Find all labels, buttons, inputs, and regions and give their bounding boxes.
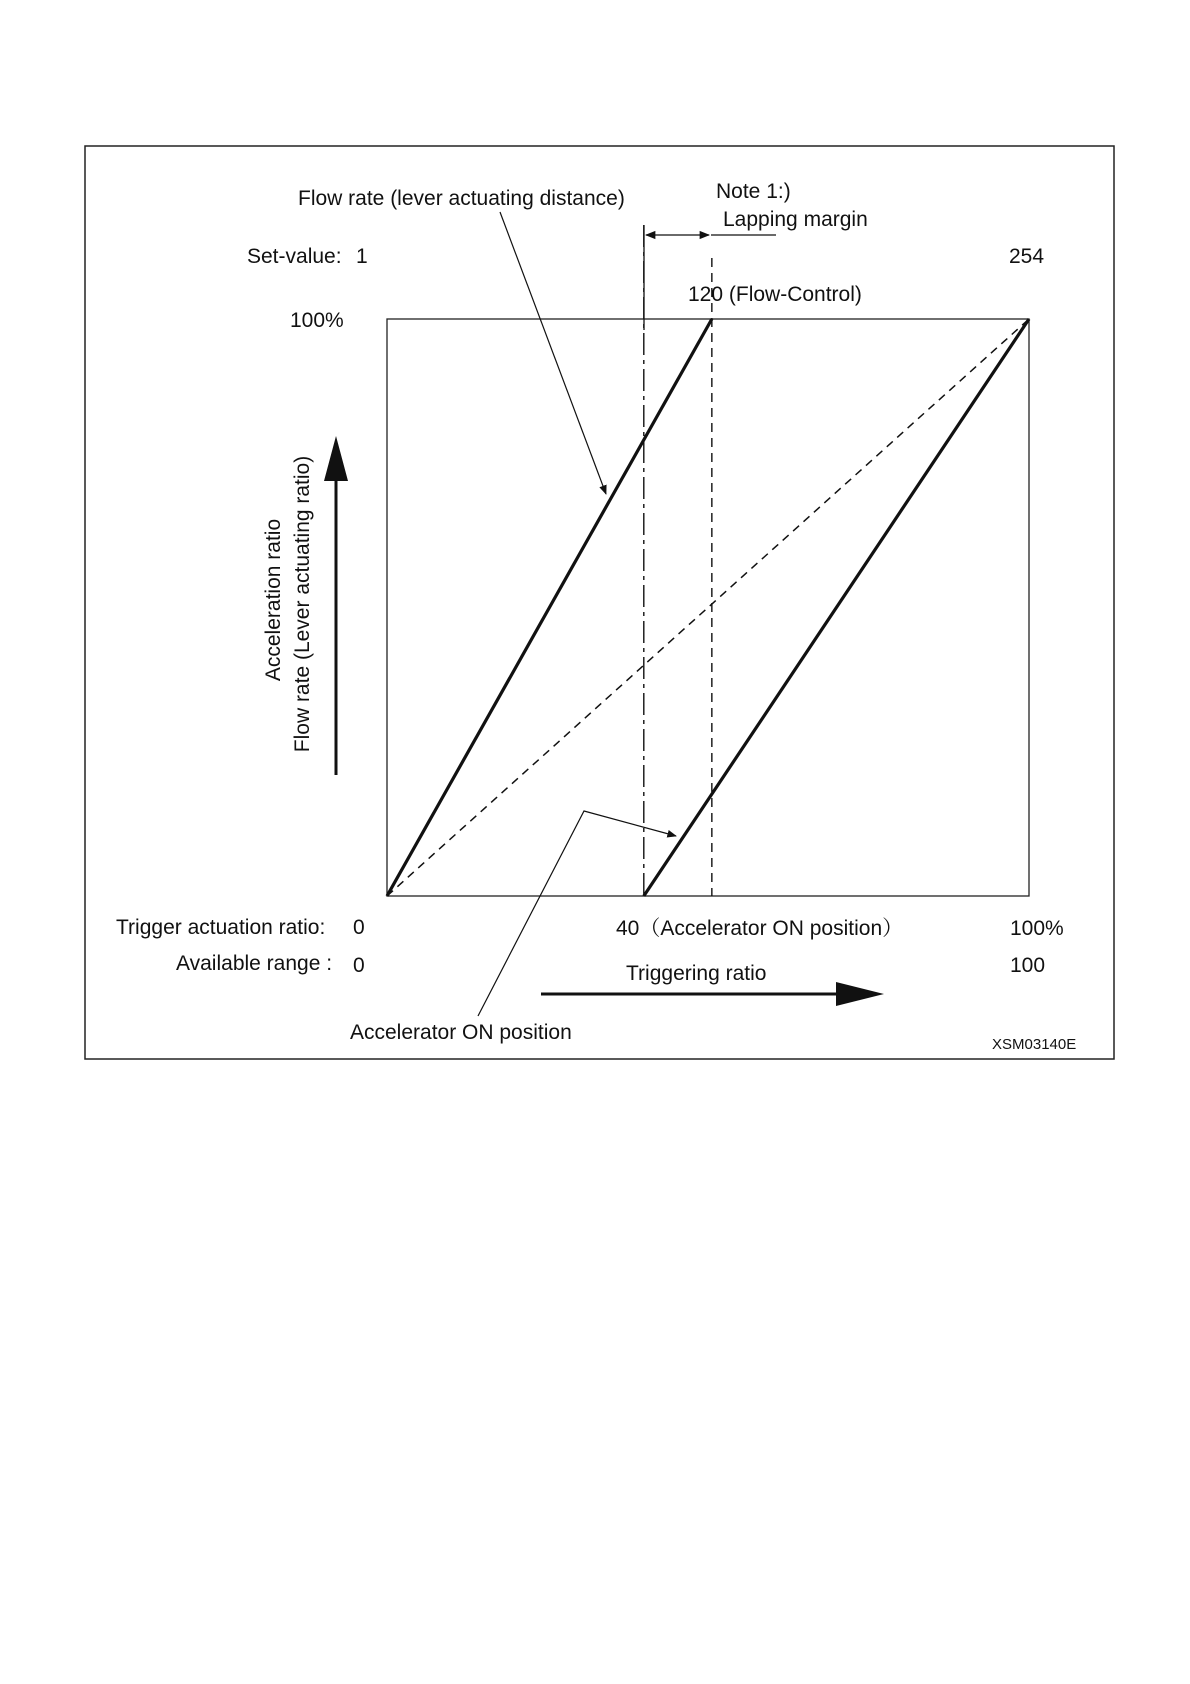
available-range-min: 0 xyxy=(353,954,365,977)
y-axis-title-line1: Acceleration ratio xyxy=(262,518,285,682)
x-axis-arrowhead xyxy=(836,982,884,1006)
series-layer xyxy=(387,319,1029,896)
y-axis-title-line2: Flow rate (Lever actuating ratio) xyxy=(291,455,314,753)
trigger-actuation-label: Trigger actuation ratio: xyxy=(116,916,326,939)
trigger-actuation-min: 0 xyxy=(353,916,365,939)
y-axis-max-label: 100% xyxy=(290,309,344,332)
accelerator-on-leader-arrow xyxy=(478,811,676,1016)
accelerator-on-callout-label: Accelerator ON position xyxy=(350,1021,572,1044)
x-axis-max-range: 100 xyxy=(1010,954,1046,977)
lapping-margin-label: Lapping margin xyxy=(723,208,868,231)
series-line-3 xyxy=(644,319,1029,896)
figure-code: XSM03140E xyxy=(992,1036,1077,1053)
flow-rate-leader-arrow xyxy=(500,212,606,494)
flow-rate-callout-label: Flow rate (lever actuating distance) xyxy=(298,187,625,210)
set-value-min: 1 xyxy=(356,245,368,268)
reference-lines xyxy=(644,225,712,896)
set-value-max: 254 xyxy=(1009,245,1045,268)
available-range-label: Available range : xyxy=(176,952,333,975)
x-axis-max-percent: 100% xyxy=(1010,917,1064,940)
set-value-label: Set-value: xyxy=(247,245,342,268)
accelerator-on-value: 40（Accelerator ON position） xyxy=(616,917,904,940)
x-axis-title: Triggering ratio xyxy=(626,962,767,985)
y-axis-arrowhead xyxy=(324,436,348,481)
note-label: Note 1:) xyxy=(716,180,791,203)
series-line-2 xyxy=(387,319,1029,896)
flow-control-value: 120 (Flow-Control) xyxy=(688,283,862,306)
series-line-1 xyxy=(387,319,712,896)
